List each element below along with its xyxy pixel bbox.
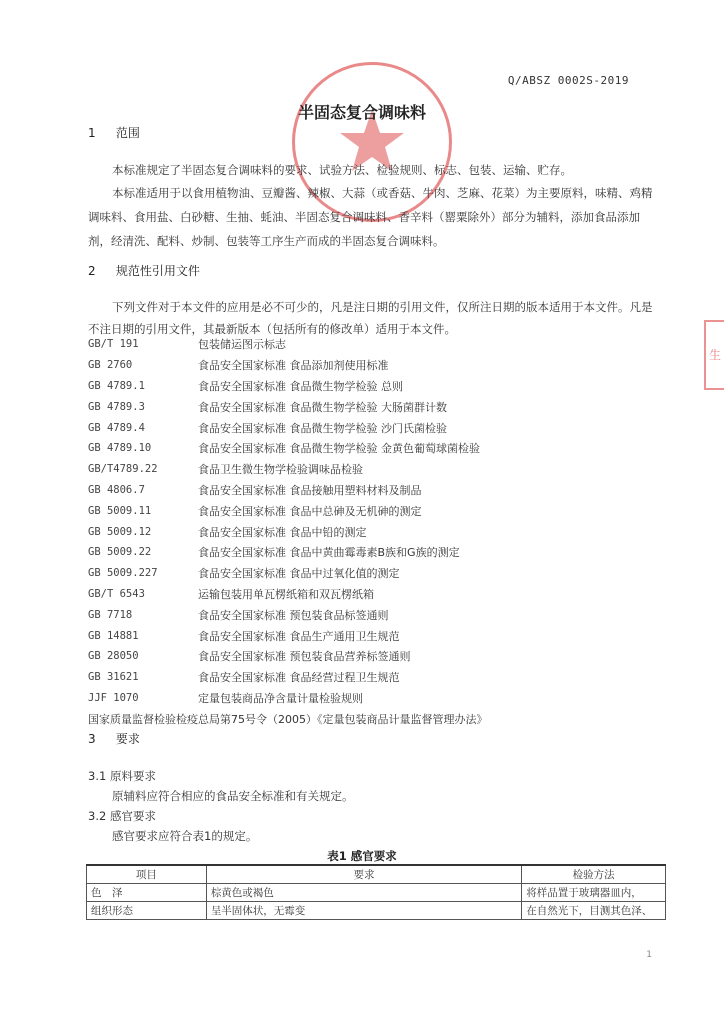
reference-code: GB 28050 — [88, 650, 139, 663]
reference-row — [88, 334, 668, 355]
reference-list — [88, 334, 668, 729]
reference-code: GB 5009.227 — [88, 567, 158, 580]
section-3-heading — [88, 730, 140, 747]
reference-code: GB 31621 — [88, 671, 139, 684]
reference-title: 食品安全国家标准 食品微生物学检验 大肠菌群计数 — [198, 400, 447, 414]
reference-title: 定量包装商品净含量计量检验规则 — [198, 691, 363, 705]
section-number: 1 — [88, 126, 96, 140]
reference-row — [88, 417, 668, 438]
table-header-cell: 检验方法 — [522, 865, 666, 884]
table-header-cell: 项目 — [87, 865, 207, 884]
reference-code: GB 5009.22 — [88, 546, 152, 559]
reference-code: GB 5009.12 — [88, 525, 152, 538]
page-number: 1 — [646, 950, 652, 960]
reference-row — [88, 688, 668, 709]
reference-decree — [88, 708, 668, 729]
reference-title: 食品安全国家标准 食品微生物学检验 总则 — [198, 379, 403, 393]
reference-code: GB/T 191 — [88, 338, 139, 351]
decree-text: 国家质量监督检验检疫总局第75号令（2005）《定量包装商品计量监督管理办法》 — [88, 712, 488, 726]
reference-row — [88, 542, 668, 563]
subsection-3-2-heading: 3.2 感官要求 — [88, 809, 156, 823]
reference-row — [88, 500, 668, 521]
reference-code: GB 4789.3 — [88, 400, 145, 413]
reference-code: GB 7718 — [88, 608, 133, 621]
side-seal-text: 生 — [708, 348, 721, 362]
reference-title: 食品安全国家标准 食品微生物学检验 金黄色葡萄球菌检验 — [198, 442, 480, 456]
reference-row — [88, 521, 668, 542]
table-header-cell: 要求 — [206, 865, 521, 884]
table-header-row — [87, 865, 666, 884]
reference-row — [88, 563, 668, 584]
reference-row — [88, 604, 668, 625]
table-cell-item: 组织形态 — [87, 902, 207, 920]
reference-title: 食品安全国家标准 食品中黄曲霉毒素B族和G族的测定 — [198, 546, 460, 560]
table-row — [87, 884, 666, 902]
reference-title: 食品安全国家标准 食品接触用塑料材料及制品 — [198, 483, 422, 497]
reference-code: GB 4789.4 — [88, 421, 145, 434]
reference-title: 包装储运图示标志 — [198, 338, 286, 352]
sensory-requirements-table — [86, 864, 666, 920]
section-title: 规范性引用文件 — [115, 264, 200, 278]
reference-row — [88, 438, 668, 459]
table-cell-item: 色 泽 — [87, 884, 207, 902]
reference-code: GB 14881 — [88, 629, 139, 642]
reference-code: GB/T4789.22 — [88, 463, 158, 476]
reference-title: 食品安全国家标准 食品中总砷及无机砷的测定 — [198, 504, 422, 518]
section-1-paragraph-1: 本标准规定了半固态复合调味料的要求、试验方法、检验规则、标志、包装、运输、贮存。 — [112, 163, 572, 177]
table-cell-requirement: 棕黄色或褐色 — [206, 884, 521, 902]
reference-row — [88, 355, 668, 376]
subsection-3-1-heading: 3.1 原料要求 — [88, 769, 156, 783]
standard-code: Q/ABSZ 0002S-2019 — [507, 74, 629, 87]
reference-code: JJF 1070 — [88, 691, 139, 704]
reference-code: GB/T 6543 — [88, 587, 145, 600]
table-row — [87, 902, 666, 920]
reference-title: 食品安全国家标准 预包装食品营养标签通则 — [198, 650, 411, 664]
section-2-intro: 下列文件对于本文件的应用是必不可少的，凡是注日期的引用文件，仅所注日期的版本适用于本文件。凡是不注日期的引用文件，其最新版本（包括所有的修改单）适用于本文件。 — [88, 300, 653, 336]
reference-row — [88, 396, 668, 417]
section-1-paragraph-2: 本标准适用于以食用植物油、豆瓣酱、辣椒、大蒜（或香菇、牛肉、芝麻、花菜）为主要原料，味精、鸡精调味料、食用盐、白砂糖、生抽、蚝油、半固态复合调味料、香辛料（罂粟除外）部分为辅料，添加食品添加剂，经清洗、配料、炒制、包装等工序生产而成的半固态复合调味料。 — [88, 186, 653, 248]
reference-code: GB 2760 — [88, 359, 133, 372]
section-1-heading — [88, 124, 140, 141]
subsection-3-2-text: 感官要求应符合表1的规定。 — [112, 829, 258, 843]
reference-title: 食品安全国家标准 食品微生物学检验 沙门氏菌检验 — [198, 421, 447, 435]
reference-title: 食品安全国家标准 食品中铅的测定 — [198, 525, 367, 539]
section-title: 范围 — [115, 126, 140, 140]
reference-title: 食品卫生微生物学检验调味品检验 — [198, 463, 363, 477]
reference-title: 食品安全国家标准 食品生产通用卫生规范 — [198, 629, 400, 643]
reference-row — [88, 459, 668, 480]
table-caption: 表1 感官要求 — [327, 849, 397, 863]
section-2-heading — [88, 262, 200, 279]
side-seal-stamp — [704, 320, 724, 390]
table-cell-requirement: 呈半固体状，无霉变 — [206, 902, 521, 920]
section-title: 要求 — [115, 732, 140, 746]
reference-row — [88, 376, 668, 397]
document-title: 半固态复合调味料 — [297, 103, 426, 122]
reference-title: 食品安全国家标准 食品经营过程卫生规范 — [198, 671, 400, 685]
subsection-3-1-text: 原辅料应符合相应的食品安全标准和有关规定。 — [112, 789, 354, 803]
reference-row — [88, 584, 668, 605]
reference-row — [88, 646, 668, 667]
reference-code: GB 4789.10 — [88, 442, 152, 455]
reference-title: 食品安全国家标准 预包装食品标签通则 — [198, 608, 389, 622]
section-number: 2 — [88, 264, 96, 278]
reference-row — [88, 480, 668, 501]
reference-title: 食品安全国家标准 食品添加剂使用标准 — [198, 359, 389, 373]
reference-title: 食品安全国家标准 食品中过氧化值的测定 — [198, 567, 400, 581]
reference-title: 运输包装用单瓦楞纸箱和双瓦楞纸箱 — [198, 587, 374, 601]
reference-code: GB 5009.11 — [88, 504, 152, 517]
reference-row — [88, 625, 668, 646]
reference-row — [88, 667, 668, 688]
table-cell-method: 在自然光下，目测其色泽、 — [522, 902, 666, 920]
section-number: 3 — [88, 732, 96, 746]
reference-code: GB 4789.1 — [88, 379, 145, 392]
reference-code: GB 4806.7 — [88, 483, 145, 496]
table-cell-method: 将样品置于玻璃器皿内， — [522, 884, 666, 902]
